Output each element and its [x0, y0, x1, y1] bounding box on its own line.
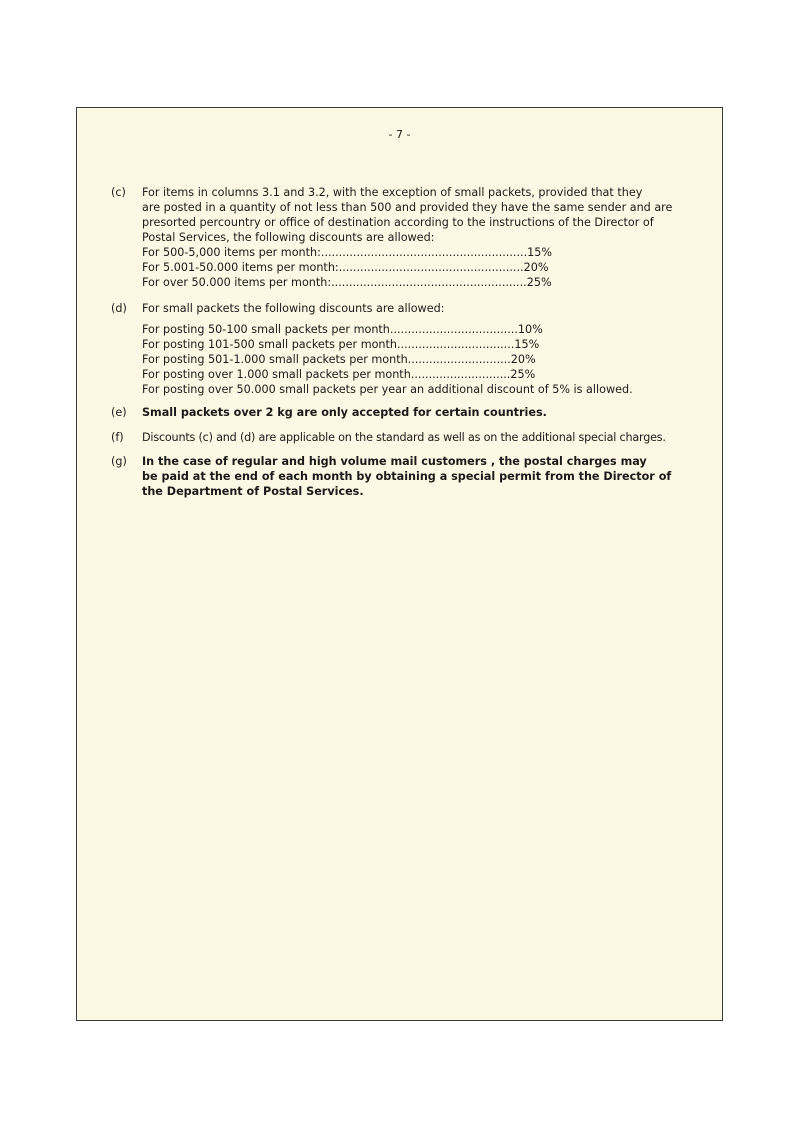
clause-line: Postal Services, the following discounts are allowed: [142, 231, 435, 244]
clause-text: Discounts (c) and (d) are applicable on the standard as well as on the additional special charges. [142, 431, 666, 444]
clause-text: Small packets over 2 kg are only accepted for certain countries. [142, 406, 547, 419]
discount-rate-row: For posting 50-100 small packets per month....................................10% [142, 323, 543, 336]
clause-line: the Department of Postal Services. [142, 485, 364, 498]
clause-g [111, 454, 701, 499]
clause-body [142, 185, 701, 290]
clause-line: In the case of regular and high volume mail customers , the postal charges may [142, 455, 647, 468]
clause-c [111, 185, 701, 290]
clause-intro: For small packets the following discounts are allowed: [142, 302, 445, 315]
clause-body [142, 454, 701, 499]
discount-rate-row: For posting over 1.000 small packets per month............................25% [142, 368, 536, 381]
clause-line: presorted percountry or office of destination according to the instructions of the Director of [142, 216, 654, 229]
discount-rate-row: For over 50.000 items per month:.......................................................25% [142, 276, 552, 289]
page-number: - 7 - [388, 128, 411, 141]
clause-letter: (e) [111, 406, 127, 419]
clause-line: be paid at the end of each month by obtaining a special permit from the Director of [142, 470, 672, 483]
clause-body [142, 405, 701, 420]
clause-line: For items in columns 3.1 and 3.2, with the exception of small packets, provided that they [142, 186, 643, 199]
clause-letter: (c) [111, 186, 126, 199]
clause-letter: (g) [111, 455, 127, 468]
discount-rate-row: For posting over 50.000 small packets per year an additional discount of 5% is allowed. [142, 383, 633, 396]
discount-rate-row: For 5.001-50.000 items per month:....................................................20% [142, 261, 549, 274]
clause-d [111, 301, 701, 397]
clause-e [111, 405, 701, 420]
discount-rate-row: For posting 501-1.000 small packets per month.............................20% [142, 353, 536, 366]
discount-rate-row: For posting 101-500 small packets per month.................................15% [142, 338, 540, 351]
clause-f [111, 430, 701, 445]
discount-rate-row: For 500-5,000 items per month:..........................................................15% [142, 246, 553, 259]
clause-letter: (f) [111, 431, 124, 444]
document-page [76, 107, 723, 1021]
clause-letter: (d) [111, 302, 127, 315]
clause-line: are posted in a quantity of not less than 500 and provided they have the same sender and are [142, 201, 673, 214]
clause-body [142, 430, 701, 445]
clause-body [142, 301, 701, 397]
